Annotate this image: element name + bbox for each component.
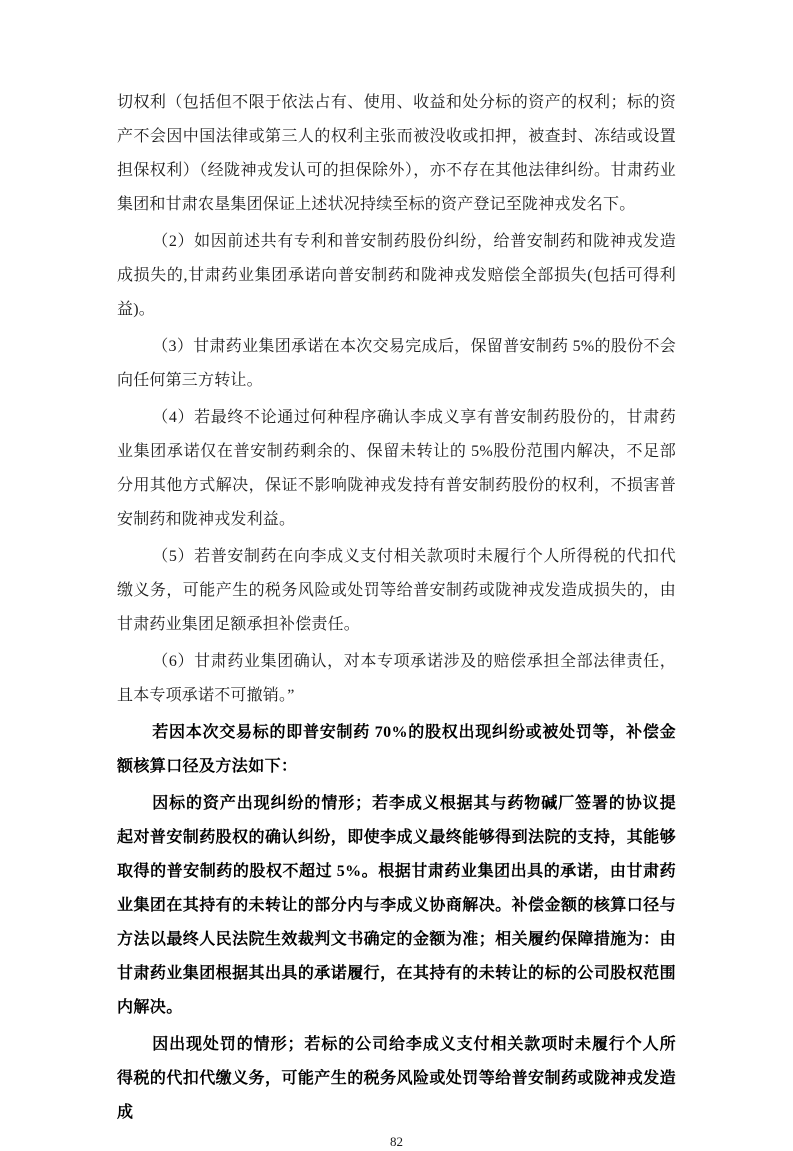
paragraph-compensation-intro: 若因本次交易标的即普安制药 70%的股权出现纠纷或被处罚等，补偿金额核算口径及方法如下：	[117, 724, 676, 775]
paragraph-item-4: （4）若最终不论通过何种程序确认李成义享有普安制药股份的，甘肃药业集团承诺仅在普安制药剩余的、保留未转让的 5%股份范围内解决，不足部分用其他方式解决，保证不影响陇神戎发持有普安制药股份的权利，不损害普安制药和陇神戎发利益。	[117, 409, 676, 528]
paragraph-item-6: （6）甘肃药业集团确认，对本专项承诺涉及的赔偿承担全部法律责任，且本专项承诺不可撤销。”	[117, 653, 676, 704]
paragraph-dispute-case: 因标的资产出现纠纷的情形；若李成义根据其与药物碱厂签署的协议提起对普安制药股权的确认纠纷，即使李成义最终能够得到法院的支持，其能够取得的普安制药的股权不超过 5%。根据甘肃药业集团出具的承诺，由甘肃药业集团在其持有的未转让的部分内与李成义协商解决。补偿金额的核算口径与方法以最终人民法院生效裁判文书确定的金额为准；相关履约保障措施为：由甘肃药业集团根据其出具的承诺履行，在其持有的未转让的标的公司股权范围内解决。	[117, 795, 676, 1016]
paragraph-item-5: （5）若普安制药在向李成义支付相关款项时未履行个人所得税的代扣代缴义务，可能产生的税务风险或处罚等给普安制药或陇神戎发造成损失的，由甘肃药业集团足额承担补偿责任。	[117, 548, 676, 633]
paragraph-item-3: （3）甘肃药业集团承诺在本次交易完成后，保留普安制药 5%的股份不会向任何第三方转让。	[117, 338, 676, 389]
page-number: 82	[390, 1134, 403, 1149]
document-body	[117, 86, 676, 1130]
paragraph-item-2: （2）如因前述共有专利和普安制药股份纠纷，给普安制药和陇神戎发造成损失的,甘肃药业集团承诺向普安制药和陇神戎发赔偿全部损失(包括可得利益)。	[117, 233, 676, 318]
paragraph-continuation: 切权利（包括但不限于依法占有、使用、收益和处分标的资产的权利；标的资产不会因中国法律或第三人的权利主张而被没收或扣押，被查封、冻结或设置担保权利）（经陇神戎发认可的担保除外），亦不存在其他法律纠纷。甘肃药业集团和甘肃农垦集团保证上述状况持续至标的资产登记至陇神戎发名下。	[117, 94, 676, 213]
paragraph-penalty-case: 因出现处罚的情形；若标的公司给李成义支付相关款项时未履行个人所得税的代扣代缴义务，可能产生的税务风险或处罚等给普安制药或陇神戎发造成	[117, 1036, 676, 1121]
